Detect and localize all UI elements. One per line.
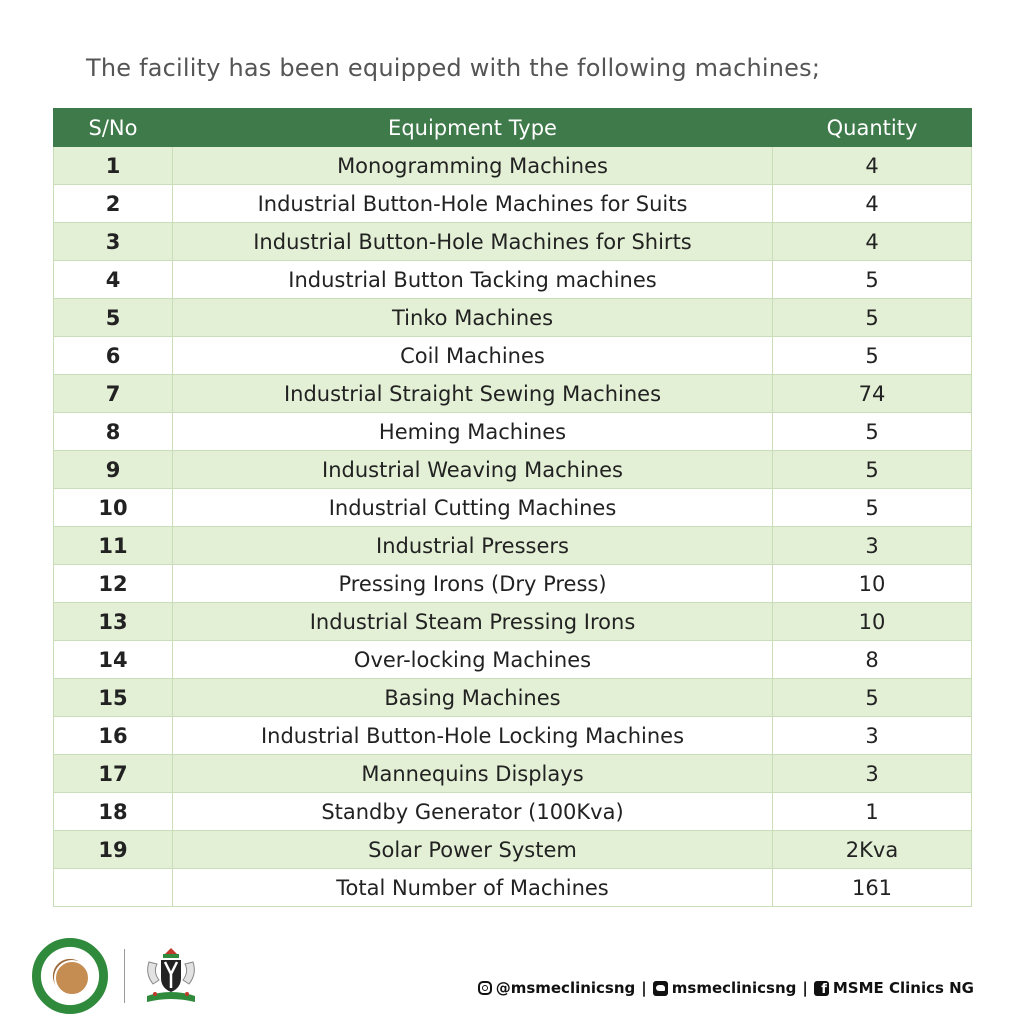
table-row: [54, 755, 972, 793]
separator: |: [641, 979, 647, 997]
cell-sno: 10: [54, 489, 173, 527]
table-row: [54, 603, 972, 641]
twitter-icon: [653, 981, 668, 996]
cell-sno: 18: [54, 793, 173, 831]
cell-equipment-type: Industrial Button Tacking machines: [173, 261, 773, 299]
cell-quantity: 5: [773, 413, 972, 451]
cell-equipment-type: Industrial Button-Hole Machines for Suits: [173, 185, 773, 223]
cell-sno: 19: [54, 831, 173, 869]
cell-total-value: 161: [773, 869, 972, 907]
cell-quantity: 5: [773, 679, 972, 717]
cell-quantity: 5: [773, 299, 972, 337]
table-row: [54, 223, 972, 261]
cell-sno: 13: [54, 603, 173, 641]
table-row: [54, 375, 972, 413]
cell-sno: 1: [54, 147, 173, 185]
cell-total-label: Total Number of Machines: [173, 869, 773, 907]
cell-equipment-type: Basing Machines: [173, 679, 773, 717]
table-row: [54, 793, 972, 831]
cell-equipment-type: Industrial Weaving Machines: [173, 451, 773, 489]
table-row: [54, 679, 972, 717]
cell-equipment-type: Industrial Steam Pressing Irons: [173, 603, 773, 641]
cell-sno: 12: [54, 565, 173, 603]
equipment-table: [53, 108, 972, 907]
cell-quantity: 4: [773, 147, 972, 185]
cell-total-empty: [54, 869, 173, 907]
cell-quantity: 2Kva: [773, 831, 972, 869]
cell-sno: 8: [54, 413, 173, 451]
table-row: [54, 565, 972, 603]
table-total-row: [54, 869, 972, 907]
cell-equipment-type: Industrial Pressers: [173, 527, 773, 565]
cell-equipment-type: Industrial Button-Hole Machines for Shirts: [173, 223, 773, 261]
cell-quantity: 5: [773, 489, 972, 527]
cell-equipment-type: Standby Generator (100Kva): [173, 793, 773, 831]
table-row: [54, 831, 972, 869]
cell-quantity: 5: [773, 451, 972, 489]
table-row: [54, 185, 972, 223]
table-row: [54, 451, 972, 489]
cell-equipment-type: Solar Power System: [173, 831, 773, 869]
instagram-handle[interactable]: @msmeclinicsng: [495, 979, 636, 997]
cell-quantity: 5: [773, 337, 972, 375]
cell-quantity: 4: [773, 223, 972, 261]
msme-clinics-logo: [32, 938, 108, 1014]
header-equipment-type: Equipment Type: [173, 109, 773, 147]
cell-equipment-type: Pressing Irons (Dry Press): [173, 565, 773, 603]
table-row: [54, 147, 972, 185]
facebook-icon: [814, 981, 829, 996]
cell-sno: 7: [54, 375, 173, 413]
logo-divider: [124, 949, 125, 1003]
intro-heading: The facility has been equipped with the following machines;: [86, 54, 821, 82]
twitter-handle[interactable]: msmeclinicsng: [671, 979, 797, 997]
cell-equipment-type: Monogramming Machines: [173, 147, 773, 185]
nigeria-coat-of-arms: [139, 944, 203, 1008]
cell-equipment-type: Over-locking Machines: [173, 641, 773, 679]
cell-sno: 15: [54, 679, 173, 717]
cell-quantity: 3: [773, 717, 972, 755]
cell-quantity: 1: [773, 793, 972, 831]
social-handles: [478, 979, 974, 997]
table-row: [54, 261, 972, 299]
cell-quantity: 10: [773, 565, 972, 603]
cell-sno: 11: [54, 527, 173, 565]
table-row: [54, 527, 972, 565]
separator: |: [802, 979, 808, 997]
cell-sno: 6: [54, 337, 173, 375]
table-row: [54, 337, 972, 375]
cell-sno: 2: [54, 185, 173, 223]
table-row: [54, 299, 972, 337]
cell-equipment-type: Coil Machines: [173, 337, 773, 375]
cell-sno: 5: [54, 299, 173, 337]
header-quantity: Quantity: [773, 109, 972, 147]
cell-sno: 14: [54, 641, 173, 679]
cell-quantity: 4: [773, 185, 972, 223]
cell-quantity: 3: [773, 755, 972, 793]
cell-sno: 17: [54, 755, 173, 793]
cell-sno: 3: [54, 223, 173, 261]
cell-equipment-type: Tinko Machines: [173, 299, 773, 337]
cell-equipment-type: Industrial Button-Hole Locking Machines: [173, 717, 773, 755]
table-row: [54, 717, 972, 755]
cell-sno: 4: [54, 261, 173, 299]
header-sno: S/No: [54, 109, 173, 147]
table-header-row: [54, 109, 972, 147]
cell-quantity: 3: [773, 527, 972, 565]
cell-sno: 9: [54, 451, 173, 489]
footer-logos: [32, 938, 203, 1014]
facebook-page[interactable]: MSME Clinics NG: [832, 979, 974, 997]
cell-equipment-type: Heming Machines: [173, 413, 773, 451]
table-row: [54, 489, 972, 527]
cell-quantity: 8: [773, 641, 972, 679]
cell-equipment-type: Industrial Cutting Machines: [173, 489, 773, 527]
cell-quantity: 74: [773, 375, 972, 413]
table-row: [54, 641, 972, 679]
cell-equipment-type: Industrial Straight Sewing Machines: [173, 375, 773, 413]
cell-quantity: 10: [773, 603, 972, 641]
cell-sno: 16: [54, 717, 173, 755]
cell-quantity: 5: [773, 261, 972, 299]
cell-equipment-type: Mannequins Displays: [173, 755, 773, 793]
table-row: [54, 413, 972, 451]
instagram-icon: [478, 981, 492, 995]
